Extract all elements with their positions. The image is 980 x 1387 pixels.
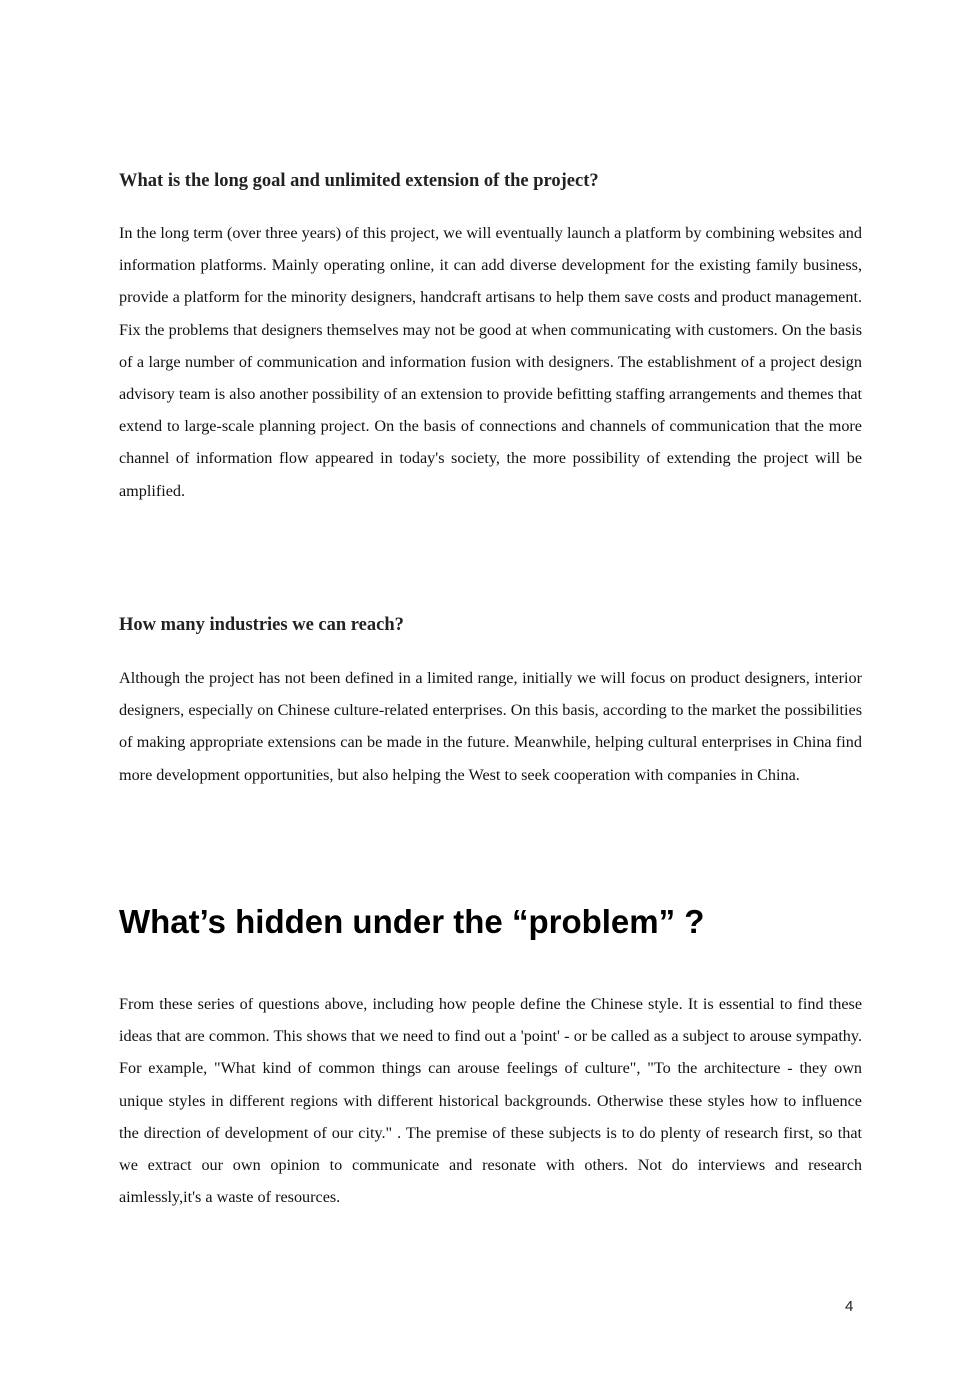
section-heading-industries: How many industries we can reach?	[119, 615, 404, 635]
main-heading-hidden-problem: What’s hidden under the “problem” ?	[119, 903, 705, 940]
paragraph-hidden-problem: From these series of questions above, including how people define the Chinese style. It is essential to find these ideas that are common. This shows that we need to find out a 'point' - or be called as a subject to arouse sympathy. For example, "What kind of common things can arouse feelings of culture", "To the architecture - they own unique styles in different regions with different historical backgrounds. Otherwise these styles how to influence the direction of development of our city." . The premise of these subjects is to do plenty of research first, so that we extract our own opinion to communicate and resonate with others. Not do interviews and research aimlessly,it's a waste of resources.	[119, 995, 862, 1207]
section-heading-long-goal: What is the long goal and unlimited extension of the project?	[119, 171, 599, 191]
paragraph-industries: Although the project has not been defined in a limited range, initially we will focus on product designers, interior designers, especially on Chinese culture-related enterprises. On this basis, according to the market the possibilities of making appropriate extensions can be made in the future. Meanwhile, helping cultural enterprises in China find more development opportunities, but also helping the West to seek cooperation with companies in China.	[119, 669, 862, 784]
page-number: 4	[845, 1298, 854, 1315]
paragraph-long-goal: In the long term (over three years) of this project, we will eventually launch a platform by combining websites and information platforms. Mainly operating online, it can add diverse development for the existing family business, provide a platform for the minority designers, handcraft artisans to help them save costs and product management. Fix the problems that designers themselves may not be good at when communicating with customers. On the basis of a large number of communication and information fusion with designers. The establishment of a project design advisory team is also another possibility of an extension to provide befitting staffing arrangements and themes that extend to large-scale planning project. On the basis of connections and channels of communication that the more channel of information flow appeared in today's society, the more possibility of extending the project will be amplified.	[119, 224, 862, 500]
